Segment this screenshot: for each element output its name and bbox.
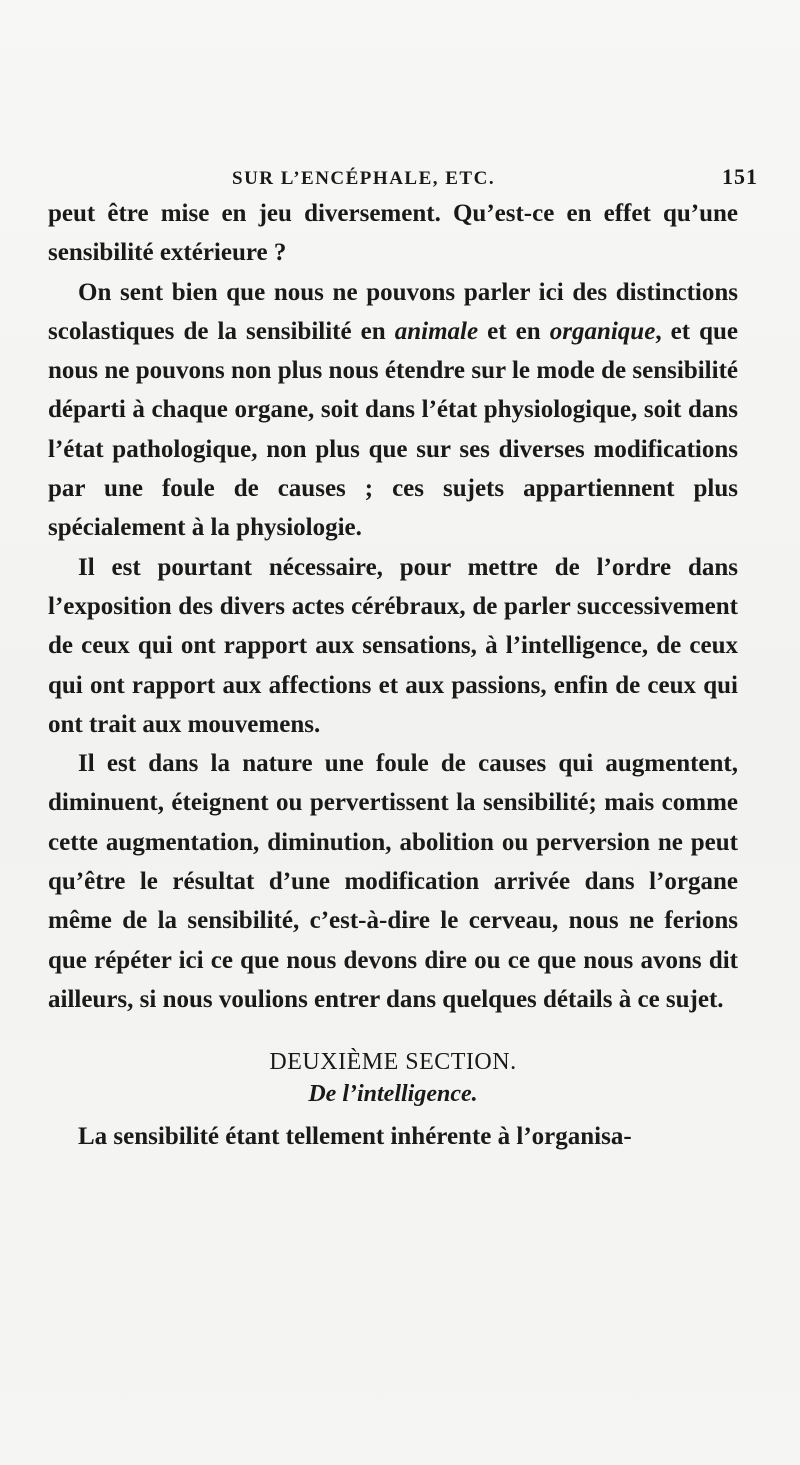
paragraph-5-text: La sensibilité étant tellement inhérente à l’organisa-: [78, 1123, 632, 1151]
paragraph-5: [48, 1117, 738, 1156]
paragraph-2: [48, 273, 738, 548]
body-text: [48, 194, 738, 1157]
running-title: SUR L’ENCÉPHALE, ETC.: [232, 168, 496, 189]
page-header: [232, 150, 758, 190]
paragraph-4: [48, 744, 738, 1019]
section-subtitle: De l’intelligence.: [308, 1081, 478, 1108]
section-title: DEUXIÈME SECTION.: [269, 1049, 517, 1076]
paragraph-3: [48, 548, 738, 744]
paragraph-2-text-a: On sent bien que nous ne pouvons parler ici des distinctions scolastiques de la sensibilité en: [48, 278, 738, 345]
paragraph-3-text: Il est pourtant nécessaire, pour mettre de l’ordre dans l’exposition des divers actes cérébraux, de parler successivement de ceux qui ont rapport aux sensations, à l’intelligence, de ceux qui ont rapport aux affections et aux passions, enfin de ceux qui ont trait aux mouvemens.: [48, 553, 738, 738]
paragraph-1: [48, 194, 738, 273]
paragraph-2-text-c: , et que nous ne pouvons non plus nous étendre sur le mode de sensibilité départi à chaque organe, soit dans l’état physiologique, soit dans l’état pathologique, non plus que sur ses diverses modifications par une foule de causes ; ces sujets appartiennent plus spécialement à la physiologie.: [48, 317, 739, 542]
paragraph-4-text: Il est dans la nature une foule de causes qui augmentent, diminuent, éteignent ou pervertissent la sensibilité; mais comme cette augmentation, diminution, abolition ou perversion ne peut qu’être le résultat d’une modification arrivée dans l’organe même de la sensibilité, c’est-à-dire le cerveau, nous ne ferions que répéter ici ce que nous devons dire ou ce que nous avons dit ailleurs, si nous voulions entrer dans quelques détails à ce sujet.: [48, 750, 738, 1013]
page-number: 151: [722, 164, 758, 189]
paragraph-1-text: peut être mise en jeu diversement. Qu’est-ce en effet qu’une sensibilité extérieure ?: [48, 200, 738, 267]
italic-term-organique: organique: [549, 317, 656, 345]
italic-term-animale: animale: [394, 317, 479, 345]
paragraph-2-text-b: et en: [478, 317, 550, 345]
